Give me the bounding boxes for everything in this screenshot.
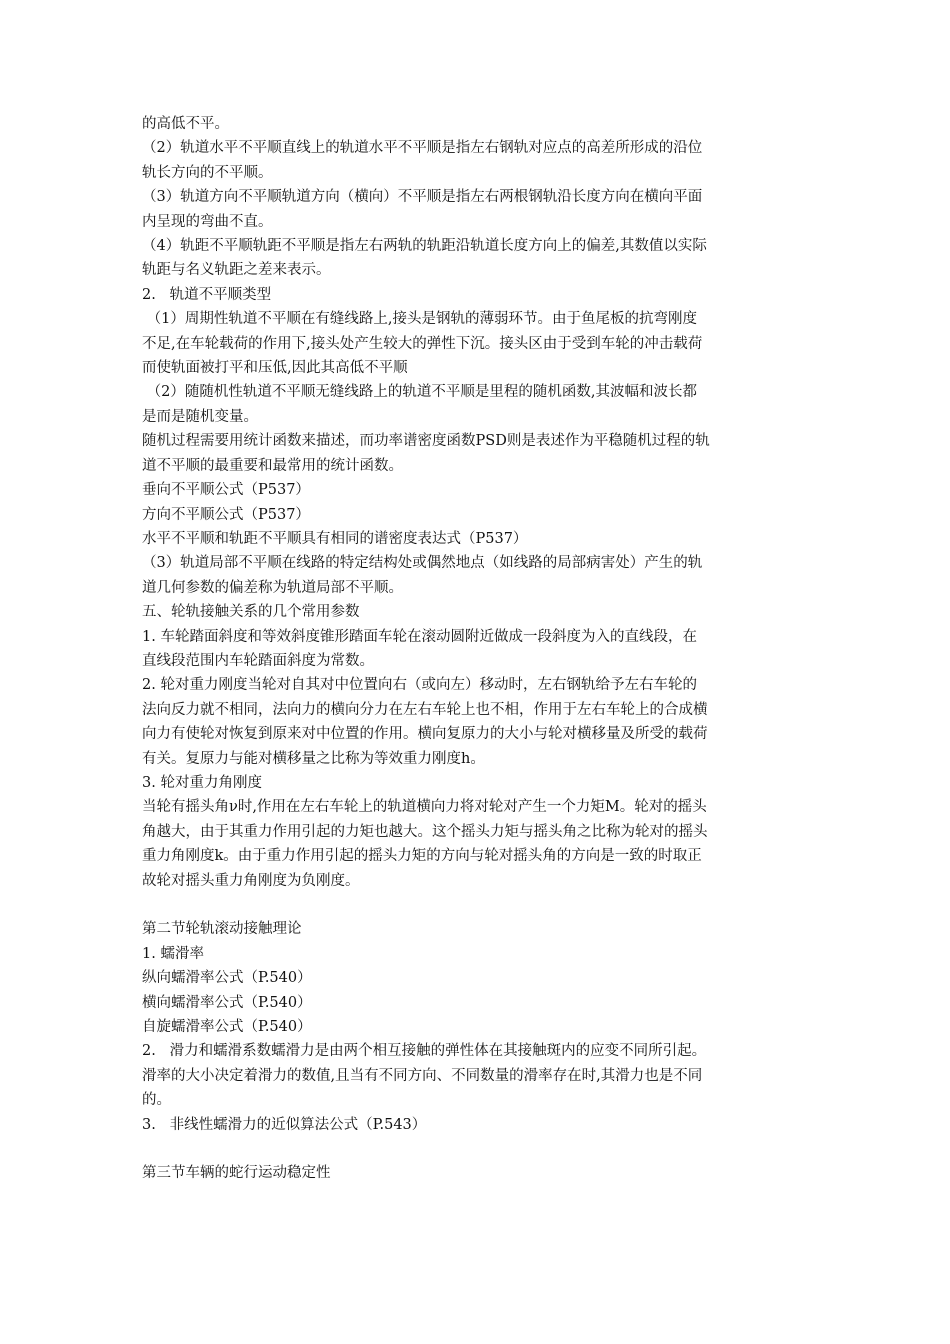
- document-body: [142, 112, 807, 1186]
- text-line: 当轮有摇头角ν时,作用在左右车轮上的轨道横向力将对轮对产生一个力矩M。轮对的摇头: [142, 799, 707, 816]
- text-line: 五、轮轨接触关系的几个常用参数: [142, 604, 360, 621]
- text-line: 第二节轮轨滚动接触理论: [142, 921, 302, 938]
- text-line: （2）随随机性轨道不平顺无缝线路上的轨道不平顺是里程的随机函数,其波幅和波长都: [142, 384, 697, 401]
- text-line: 而使轨面被打平和压低,因此其高低不平顺: [142, 360, 408, 377]
- text-line: 是而是随机变量。: [142, 408, 258, 425]
- text-line: 1. 车轮踏面斜度和等效斜度锥形踏面车轮在滚动圆附近做成一段斜度为入的直线段，在: [142, 628, 697, 645]
- text-line: 1. 蠕滑率: [142, 945, 204, 962]
- text-line: 轨长方向的不平顺。: [142, 164, 273, 181]
- text-line: （3）轨道方向不平顺轨道方向（横向）不平顺是指左右两根钢轨沿长度方向在横向平面: [142, 189, 703, 206]
- text-line: 2. 滑力和蠕滑系数蠕滑力是由两个相互接触的弹性体在其接触斑内的应变不同所引起。: [142, 1043, 707, 1060]
- text-line: 不足,在车轮载荷的作用下,接头处产生较大的弹性下沉。接头区由于受到车轮的冲击载荷: [142, 335, 703, 352]
- text-line: 3. 非线性蠕滑力的近似算法公式（P.543）: [142, 1116, 427, 1133]
- text-line: 重力角刚度k。由于重力作用引起的摇头力矩的方向与轮对摇头角的方向是一致的时取正: [142, 848, 702, 865]
- text-line: （2）轨道水平不平顺直线上的轨道水平不平顺是指左右钢轨对应点的高差所形成的沿位: [142, 140, 703, 157]
- text-line: 的。: [142, 1092, 171, 1109]
- text-line: 第三节车辆的蛇行运动稳定性: [142, 1165, 331, 1182]
- text-line: 道几何参数的偏差称为轨道局部不平顺。: [142, 579, 403, 596]
- text-line: 法向反力就不相同，法向力的横向分力在左右车轮上也不相，作用于左右车轮上的合成横: [142, 701, 708, 718]
- text-line: 自旋蠕滑率公式（P.540）: [142, 1019, 312, 1036]
- text-line: （4）轨距不平顺轨距不平顺是指左右两轨的轨距沿轨道长度方向上的偏差,其数值以实际: [142, 238, 707, 255]
- text-line: 角越大，由于其重力作用引起的力矩也越大。这个摇头力矩与摇头角之比称为轮对的摇头: [142, 823, 708, 840]
- blank-line: [142, 893, 807, 917]
- text-line: 方向不平顺公式（P537）: [142, 506, 310, 523]
- text-line: 内呈现的弯曲不直。: [142, 213, 273, 230]
- text-line: 水平不平顺和轨距不平顺具有相同的谱密度表达式（P537）: [142, 530, 528, 547]
- text-line: 滑率的大小决定着滑力的数值,且当有不同方向、不同数量的滑率存在时,其滑力也是不同: [142, 1067, 703, 1084]
- text-line: 向力有使轮对恢复到原来对中位置的作用。横向复原力的大小与轮对横移量及所受的载荷: [142, 726, 708, 743]
- text-line: 道不平顺的最重要和最常用的统计函数。: [142, 457, 403, 474]
- text-line: 故轮对摇头重力角刚度为负刚度。: [142, 872, 360, 889]
- text-line: （1）周期性轨道不平顺在有缝线路上,接头是钢轨的薄弱环节。由于鱼尾板的抗弯刚度: [142, 311, 697, 328]
- text-line: 纵向蠕滑率公式（P.540）: [142, 970, 312, 987]
- blank-line: [142, 1137, 807, 1161]
- text-line: 随机过程需要用统计函数来描述，而功率谱密度函数PSD则是表述作为平稳随机过程的轨: [142, 433, 710, 450]
- text-line: 轨距与名义轨距之差来表示。: [142, 262, 331, 279]
- text-line: 的高低不平。: [142, 116, 229, 132]
- text-line: 横向蠕滑率公式（P.540）: [142, 994, 312, 1011]
- text-line: 2. 轨道不平顺类型: [142, 286, 272, 303]
- text-line: （3）轨道局部不平顺在线路的特定结构处或偶然地点（如线路的局部病害处）产生的轨: [142, 555, 703, 572]
- text-line: 2. 轮对重力刚度当轮对自其对中位置向右（或向左）移动时，左右钢轨给予左右车轮的: [142, 677, 697, 694]
- text-line: 3. 轮对重力角刚度: [142, 774, 262, 791]
- text-line: 有关。复原力与能对横移量之比称为等效重力刚度h。: [142, 750, 485, 767]
- text-line: 垂向不平顺公式（P537）: [142, 482, 310, 499]
- text-line: 直线段范围内车轮踏面斜度为常数。: [142, 652, 374, 669]
